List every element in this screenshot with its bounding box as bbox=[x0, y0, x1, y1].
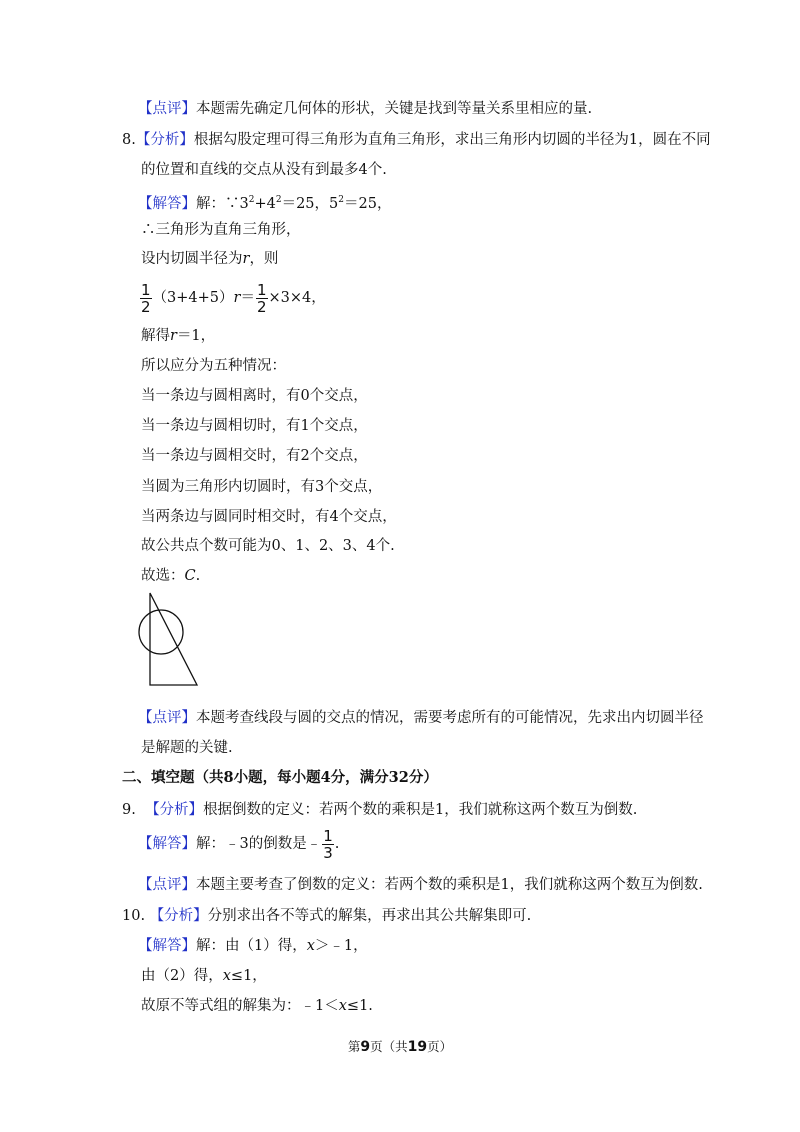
q8-case bbox=[141, 507, 397, 527]
variable-x: x bbox=[338, 998, 347, 1014]
circle bbox=[139, 610, 183, 654]
answer-text: . bbox=[334, 836, 340, 852]
q10-line2 bbox=[141, 966, 267, 986]
q8-review bbox=[138, 708, 704, 728]
fraction-third bbox=[322, 828, 334, 861]
right-triangle bbox=[150, 593, 197, 685]
review-text: 本题需先确定几何体的形状，关键是找到等量关系里相应的量. bbox=[196, 101, 593, 117]
fraction-numerator: 1 bbox=[323, 826, 333, 845]
answer-text: ＞﹣1， bbox=[314, 938, 368, 954]
q7-review bbox=[138, 99, 592, 119]
choice-letter: C bbox=[184, 568, 196, 584]
fraction-denominator: 2 bbox=[256, 297, 267, 316]
exponent: 2 bbox=[338, 195, 344, 205]
analysis-tag: 【分析】 bbox=[135, 132, 194, 148]
question-number: 9. bbox=[122, 802, 136, 818]
total-pages: 19 bbox=[407, 1039, 428, 1055]
solution-line: ∴三角形为直角三角形， bbox=[141, 222, 301, 238]
solution-text: 故原不等式组的解集为：﹣1＜ bbox=[141, 998, 339, 1014]
solution-text: ，则 bbox=[249, 251, 279, 267]
fraction-half bbox=[256, 282, 268, 315]
section-title bbox=[122, 768, 438, 788]
triangle-circle-figure bbox=[130, 590, 205, 690]
page-footer bbox=[0, 1037, 800, 1055]
analysis-tag: 【分析】 bbox=[149, 908, 208, 924]
fraction-half bbox=[140, 282, 152, 315]
answer-tag: 【解答】 bbox=[138, 196, 196, 212]
fraction-denominator: 2 bbox=[141, 297, 151, 316]
solution-text: 设内切圆半径为 bbox=[141, 251, 243, 267]
plus-four: +4 bbox=[254, 196, 276, 212]
q8-solve bbox=[141, 326, 215, 346]
answer-tag: 【解答】 bbox=[138, 836, 196, 852]
footer-text: 页） bbox=[427, 1039, 453, 1054]
variable-r: r bbox=[170, 328, 177, 344]
equals-sign: ＝ bbox=[240, 290, 255, 306]
question-number: 8. bbox=[122, 132, 136, 148]
variable-x: x bbox=[306, 938, 315, 954]
case-text: 当一条边与圆相切时，有1个交点， bbox=[141, 418, 368, 434]
footer-text: 第 bbox=[347, 1039, 361, 1054]
review-tag: 【点评】 bbox=[138, 710, 196, 726]
q9-review bbox=[138, 875, 703, 895]
variable-x: x bbox=[222, 968, 231, 984]
answer-lead: 解：∵3 bbox=[196, 196, 249, 212]
equation-part: （3+4+5） bbox=[152, 290, 234, 306]
page-number: 9 bbox=[360, 1039, 371, 1055]
analysis-tag: 【分析】 bbox=[145, 802, 204, 818]
exponent: 2 bbox=[275, 195, 282, 205]
exponent: 2 bbox=[248, 195, 255, 205]
analysis-text: 根据勾股定理可得三角形为直角三角形，求出三角形内切圆的半径为1，圆在不同 bbox=[193, 132, 711, 148]
q8-choice bbox=[141, 566, 200, 586]
variable-r: r bbox=[242, 251, 250, 267]
q8-line-right-triangle bbox=[141, 220, 301, 240]
variable-r: r bbox=[233, 290, 241, 306]
fraction-numerator: 1 bbox=[256, 280, 267, 299]
analysis-text: 分别求出各不等式的解集，再求出其公共解集即可. bbox=[207, 908, 532, 924]
solution-text: ≤1. bbox=[346, 998, 373, 1014]
case-text: 故公共点个数可能为0、1、2、3、4个. bbox=[141, 538, 395, 554]
q8-cases-intro bbox=[141, 356, 286, 376]
footer-text: 页（共 bbox=[370, 1039, 408, 1054]
review-tag: 【点评】 bbox=[138, 101, 196, 117]
case-text: 当一条边与圆相交时，有2个交点， bbox=[141, 448, 368, 464]
review-tag: 【点评】 bbox=[138, 877, 196, 893]
review-text: 本题考查线段与圆的交点的情况，需要考虑所有的可能情况，先求出内切圆半径 bbox=[196, 710, 704, 726]
choice-text: 故选： bbox=[141, 568, 185, 584]
choice-text: . bbox=[195, 568, 201, 584]
q9-answer bbox=[138, 826, 339, 862]
solution-line: 所以应分为五种情况： bbox=[141, 358, 286, 374]
answer-text: 解：由（1）得， bbox=[196, 938, 307, 954]
case-text: 当两条边与圆同时相交时，有4个交点， bbox=[141, 509, 397, 525]
q10-answer bbox=[138, 936, 368, 956]
q8-equation bbox=[139, 280, 326, 316]
question-number: 10. bbox=[122, 908, 146, 924]
solution-text: 解得 bbox=[141, 328, 170, 344]
case-text: 当圆为三角形内切圆时，有3个交点， bbox=[141, 479, 383, 495]
equals-25: ＝25，5 bbox=[281, 196, 339, 212]
review-text: 本题主要考查了倒数的定义：若两个数的乘积是1，我们就称这两个数互为倒数. bbox=[196, 877, 703, 893]
answer-text: 解：﹣3的倒数是﹣ bbox=[196, 836, 322, 852]
section-heading: 二、填空题（共8小题，每小题4分，满分32分） bbox=[122, 769, 438, 786]
q8-review-cont bbox=[141, 738, 233, 758]
q8-analysis bbox=[122, 130, 711, 150]
q8-case bbox=[141, 536, 395, 556]
q10-line3 bbox=[141, 996, 373, 1016]
equation-part: ×3×4， bbox=[268, 290, 326, 306]
solution-text: ≤1， bbox=[230, 968, 267, 984]
q8-case bbox=[141, 446, 368, 466]
q8-case bbox=[141, 477, 382, 497]
q8-case bbox=[141, 416, 368, 436]
analysis-text: 根据倒数的定义：若两个数的乘积是1，我们就称这两个数互为倒数. bbox=[203, 802, 638, 818]
review-text-cont: 是解题的关键. bbox=[141, 740, 233, 756]
q8-case bbox=[141, 386, 368, 406]
solution-text: 由（2）得， bbox=[141, 968, 223, 984]
q8-answer bbox=[138, 190, 391, 214]
solution-text: ＝1， bbox=[176, 328, 216, 344]
equals-25: ＝25， bbox=[344, 196, 392, 212]
analysis-text-cont: 的位置和直线的交点从没有到最多4个. bbox=[141, 162, 387, 178]
fraction-denominator: 3 bbox=[323, 843, 333, 862]
q8-line-set-r bbox=[141, 249, 278, 269]
fraction-numerator: 1 bbox=[141, 280, 151, 299]
answer-tag: 【解答】 bbox=[138, 938, 196, 954]
case-text: 当一条边与圆相离时，有0个交点， bbox=[141, 388, 368, 404]
q10-analysis bbox=[122, 906, 531, 926]
q8-analysis-cont bbox=[141, 160, 387, 180]
q9-analysis bbox=[122, 800, 637, 820]
